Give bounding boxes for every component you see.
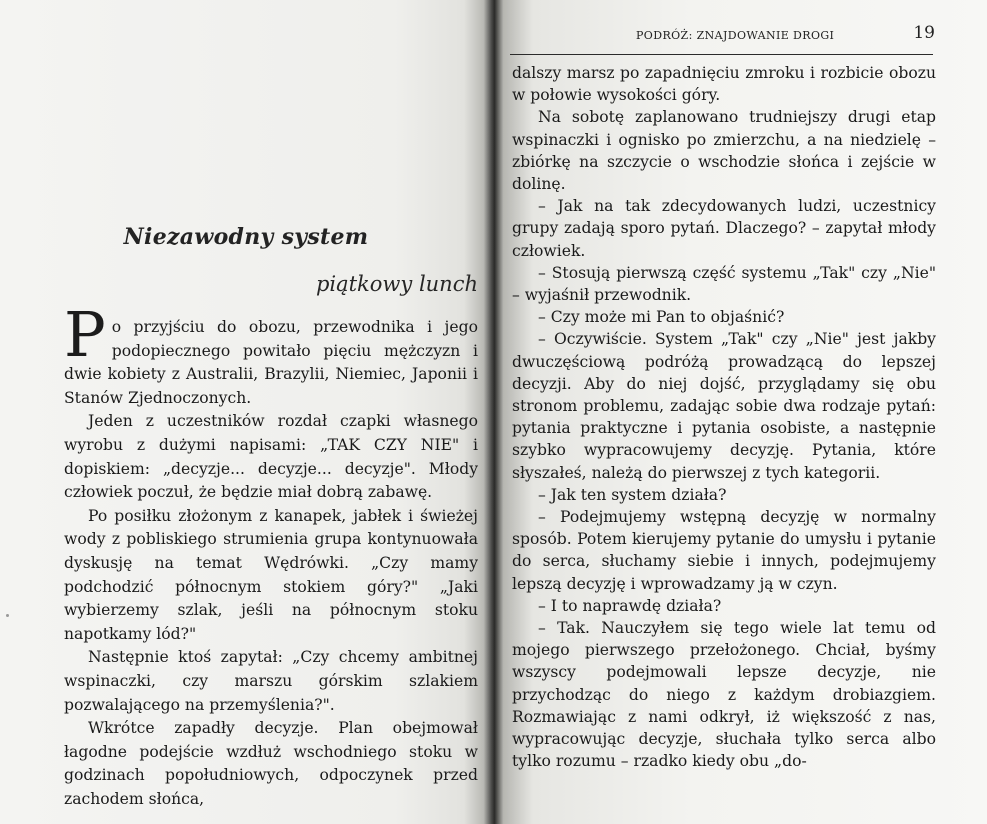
paragraph: Po posiłku złożonym z kanapek, jabłek i świeżej wody z pobliskiego strumienia grupa kontynuowała dyskusję na temat Wędrówki. „Czy mamy podchodzić północnym stokiem góry?" „Jaki wybierzemy szlak, jeśli na północnym stoku napotkamy lód?" <box>64 506 478 643</box>
chapter-subtitle: piątkowy lunch <box>315 272 478 296</box>
running-head: PODRÓŻ: ZNAJDOWANIE DROGI <box>636 29 835 42</box>
paragraph <box>64 298 478 410</box>
paragraph: – Czy może mi Pan to objaśnić? <box>538 308 785 327</box>
right-page <box>496 0 987 824</box>
paragraph: Jeden z uczestników rozdał czapki własnego wyrobu z dużymi napisami: „TAK CZY NIE" i dopiskiem: „decyzje... decyzje... decyzje". Młody człowiek poczuł, że będzie miał dobrą zabawę. <box>64 412 478 502</box>
paragraph: – Podejmujemy wstępną decyzję w normalny sposób. Potem kierujemy pytanie do umysłu i pytanie do serca, słuchamy siebie i innych, podejmujemy lepszą decyzję i wprowadzamy ją w czyn. <box>512 508 936 593</box>
header-rule <box>510 54 933 55</box>
paragraph: – Tak. Nauczyłem się tego wiele lat temu od mojego pierwszego przełożonego. Chciał, byśmy wszyscy podejmowali lepsze decyzje, nie przychodząc do niego z każdym drobiazgiem. Rozmawiając z nami odkrył, iż większość z nas, wypracowując decyzje, słuchała tylko serca albo tylko rozumu – rzadko kiedy obu „do- <box>512 619 936 771</box>
paragraph: – Jak ten system działa? <box>538 485 727 504</box>
paragraph: – Oczywiście. System „Tak" czy „Nie" jest jakby dwuczęściową podróżą prowadzącą do lepszej decyzji. Aby do niej dojść, przyglądamy się obu stronom problemu, zadając sobie dwa rodzaje pytań: pytania praktyczne i pytania osobiste, a następnie szybko wypracowujemy decyzję. Pytania, które słyszałeś, należą do pierwszej z tych kategorii. <box>512 330 936 482</box>
left-body-text <box>64 298 478 811</box>
drop-cap: P <box>64 298 106 371</box>
chapter-title: Niezawodny system <box>123 224 369 250</box>
paragraph: – Stosują pierwszą część systemu „Tak" czy „Nie" – wyjaśnił przewodnik. <box>512 263 936 305</box>
right-body-text <box>512 62 936 773</box>
paragraph: dalszy marsz po zapadnięciu zmroku i rozbicie obozu w połowie wysokości góry. <box>512 64 936 105</box>
page-number: 19 <box>913 23 935 43</box>
paragraph: Na sobotę zaplanowano trudniejszy drugi etap wspinaczki i ognisko po zmierzchu, a na niedzielę – zbiórkę na szczycie o wschodzie słońca i zejście w dolinę. <box>512 108 936 194</box>
paragraph: Wkrótce zapadły decyzje. Plan obejmował łagodne podejście wzdłuż wschodniego stoku w godzinach popołudniowych, odpoczynek przed zachodem słońca, <box>64 719 478 808</box>
page-edge-mark <box>6 614 9 617</box>
paragraph-text: o przyjściu do obozu, przewodnika i jego podopiecznego powitało pięciu mężczyzn i dwie kobiety z Australii, Brazylii, Niemiec, Japonii i Stanów Zjednoczonych. <box>64 318 478 407</box>
left-page <box>0 0 492 824</box>
paragraph: – I to naprawdę działa? <box>538 596 722 615</box>
paragraph: Następnie ktoś zapytał: „Czy chcemy ambitnej wspinaczki, czy marszu górskim szlakiem pozwalającego na przemyślenia?". <box>64 648 478 714</box>
paragraph: – Jak na tak zdecydowanych ludzi, uczestnicy grupy zadają sporo pytań. Dlaczego? – zapytał młody człowiek. <box>512 197 936 260</box>
